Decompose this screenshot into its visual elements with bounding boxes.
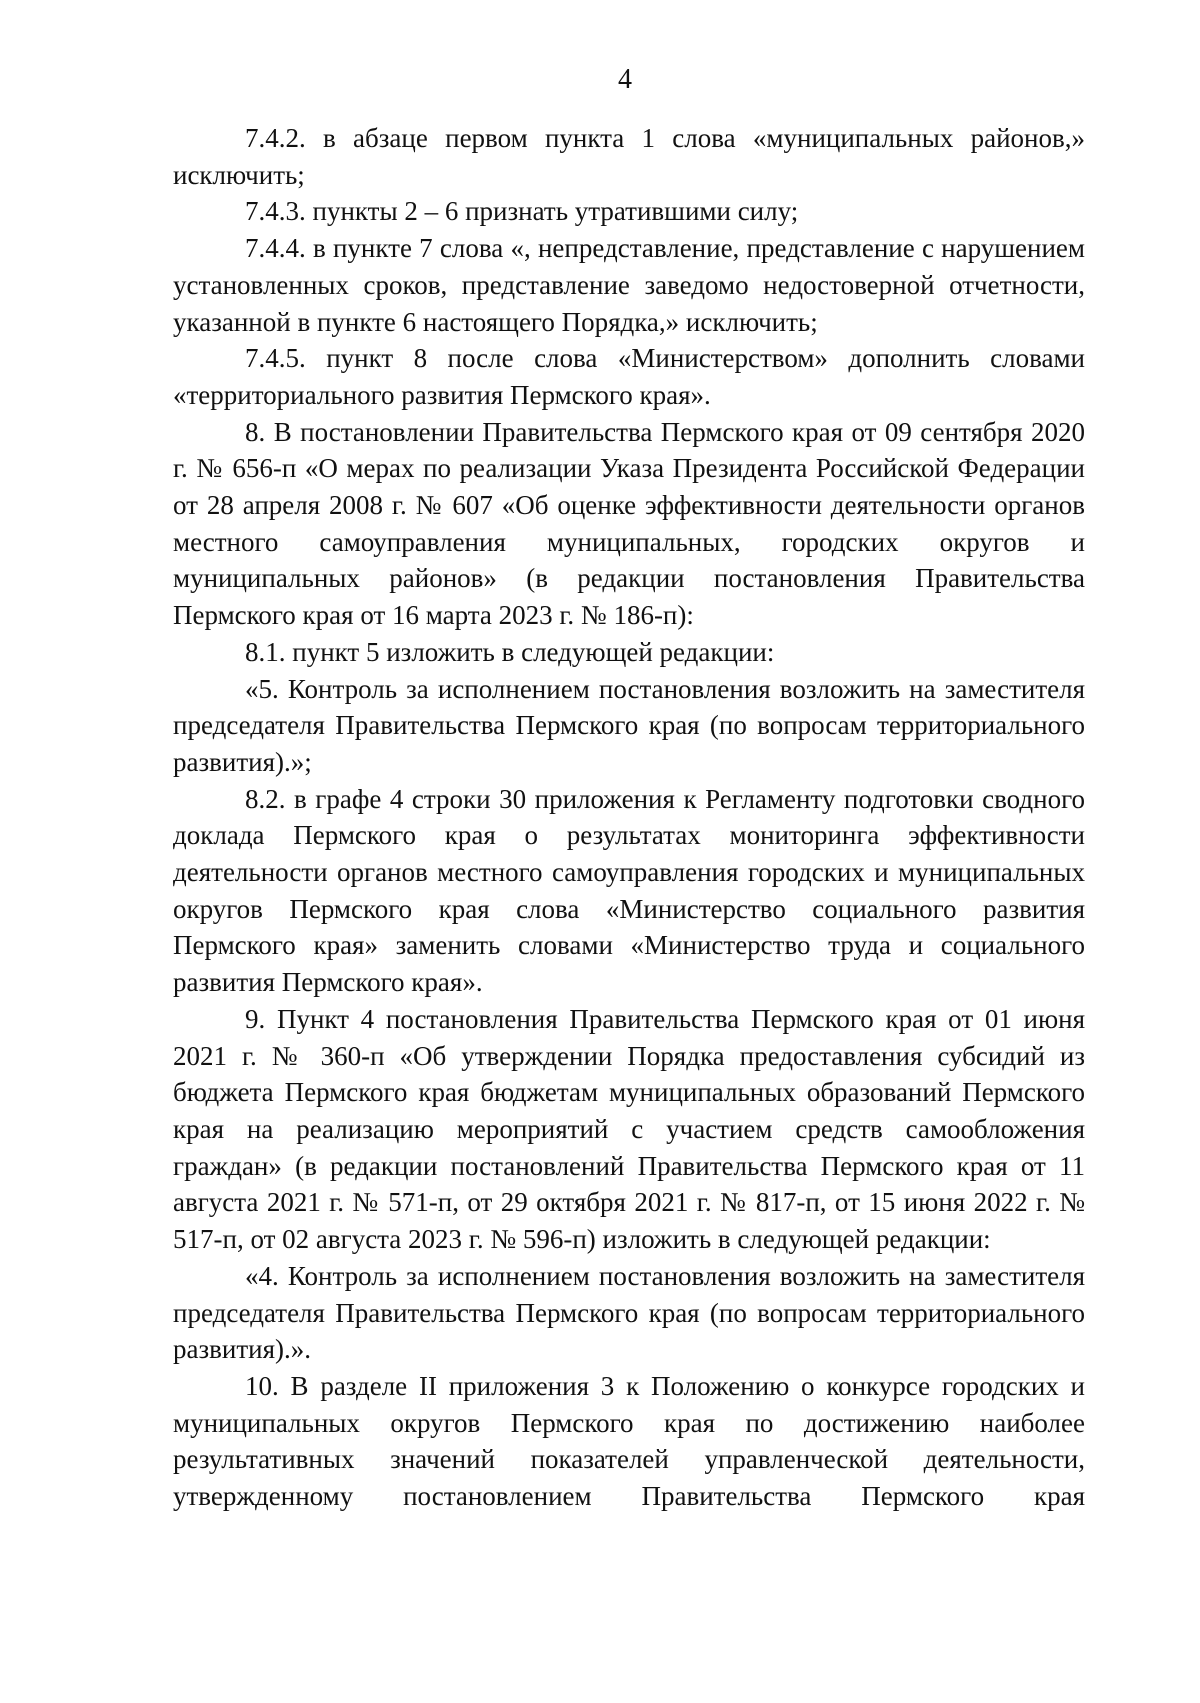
paragraph-8: 8. В постановлении Правительства Пермского края от 09 сентября 2020 г. № 656-п «О мерах по реализации Указа Президента Российской Федерации от 28 апреля 2008 г. № 607 «Об оценке эффективности деятельности органов местного самоуправления муниципальных, городских округов и муниципальных районов» (в редакции постановления Правительства Пермского края от 16 марта 2023 г. № 186-п): <box>173 416 1085 631</box>
paragraph-9: 9. Пункт 4 постановления Правительства Пермского края от 01 июня 2021 г. № 360-п «Об утверждении Порядка предоставления субсидий из бюджета Пермского края бюджетам муниципальных образований Пермского края на реализацию мероприятий с участием средств самообложения граждан» (в редакции постановлений Правительства Пермского края от 11 августа 2021 г. № 571-п, от 29 октября 2021 г. № 817-п, от 15 июня 2022 г. № 517-п, от 02 августа 2023 г. № 596-п) изложить в следующей редакции: <box>173 1003 1085 1255</box>
paragraph-8-2: 8.2. в графе 4 строки 30 приложения к Регламенту подготовки сводного доклада Пермского края о результатах мониторинга эффективности деятельности органов местного самоуправления городских и муниципальных округов Пермского края слова «Министерство социального развития Пермского края» заменить словами «Министерство труда и социального развития Пермского края». <box>173 783 1085 998</box>
paragraph-8-1: 8.1. пункт 5 изложить в следующей редакции: <box>245 636 775 667</box>
page-number: 4 <box>618 64 632 95</box>
paragraph-7-4-2: 7.4.2. в абзаце первом пункта 1 слова «муниципальных районов,» исключить; <box>173 123 1085 190</box>
paragraph-8-1-quote: «5. Контроль за исполнением постановления возложить на заместителя председателя Правительства Пермского края (по вопросам территориального развития).»; <box>173 673 1085 777</box>
document-body <box>173 120 1085 1515</box>
paragraph-10: 10. В разделе II приложения 3 к Положению о конкурсе городских и муниципальных округов Пермского края по достижению наиболее результативных значений показателей управленческой деятельности, утвержденному постановлением Правительства Пермского края <box>173 1370 1085 1512</box>
paragraph-7-4-3: 7.4.3. пункты 2 – 6 признать утратившими силу; <box>245 196 799 227</box>
paragraph-7-4-4: 7.4.4. в пункте 7 слова «, непредставление, представление с нарушением установленных сроков, представление заведомо недостоверной отчетности, указанной в пункте 6 настоящего Порядка,» исключить; <box>173 233 1085 337</box>
paragraph-7-4-5: 7.4.5. пункт 8 после слова «Министерством» дополнить словами «территориального развития Пермского края». <box>173 343 1085 410</box>
paragraph-9-quote: «4. Контроль за исполнением постановления возложить на заместителя председателя Правительства Пермского края (по вопросам территориального развития).». <box>173 1260 1085 1365</box>
